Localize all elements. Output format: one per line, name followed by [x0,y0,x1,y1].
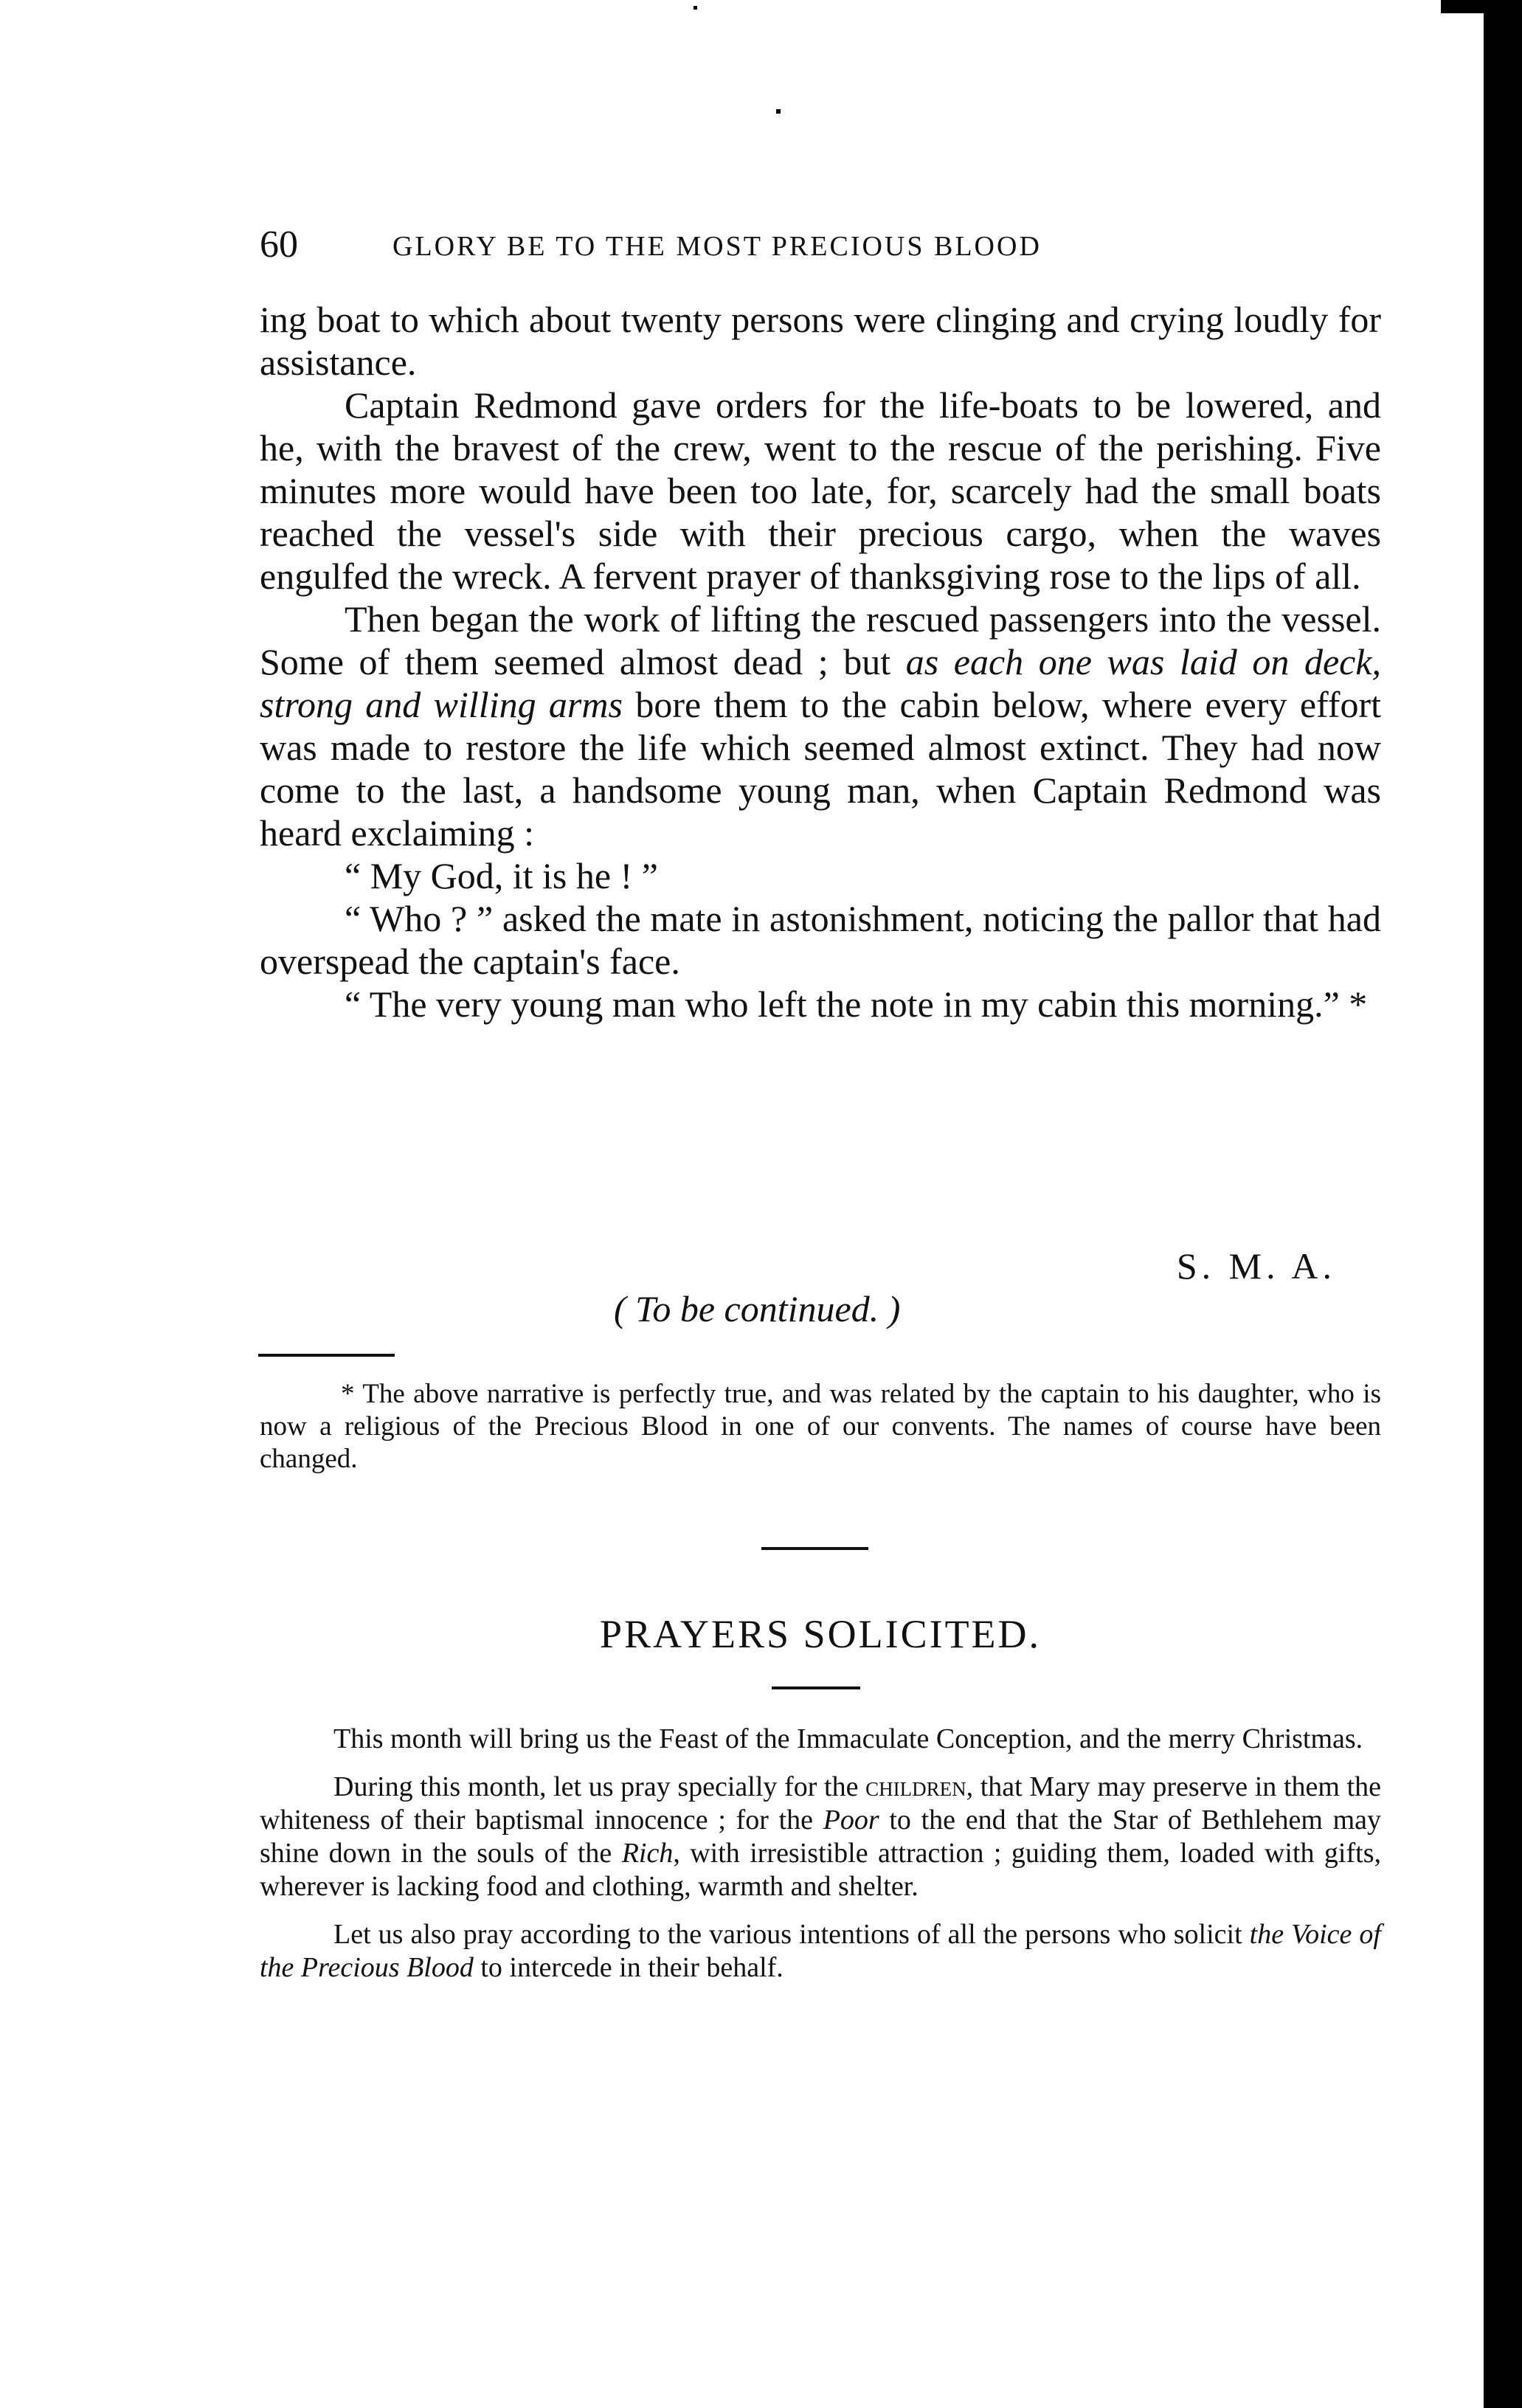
prayers-text-run: During this month, let us pray specially for the [333,1771,859,1802]
prayers-italic-run: Rich [621,1838,674,1869]
prayers-smallcaps-run: children [865,1771,966,1802]
prayers-paragraph: This month will bring us the Feast of the Immaculate Conception, and the merry Christmas. [333,1723,1363,1754]
story-paragraph: Captain Redmond gave orders for the life-boats to be lowered, and he, with the bravest of the crew, went to the rescue of the perishing. Five minutes more would have been too late, for, scarcely had the small boats reached the vessel's side with their precious cargo, when the waves engulfed the wreck. A fervent prayer of thanksgiving rose to the lips of all. [260,384,1381,597]
story-paragraph: “ My God, it is he ! ” [345,855,658,896]
section-divider-top [761,1547,868,1550]
prayers-text-run: , with irresistible attraction ; guiding them, loaded with gifts, wherever is lacking food and clothing, warmth and shelter. [260,1838,1381,1902]
story-italic-run: as each one was laid on deck, strong and willing arms [260,641,1382,725]
to-be-continued: ( To be continued. ) [614,1288,901,1329]
prayers-paragraph [260,1918,1381,1985]
prayers-text [260,1723,1381,1999]
story-paragraph [260,598,1381,854]
prayers-text-run: Let us also pray according to the various intentions of all the persons who solicit [333,1919,1242,1950]
running-head: GLORY BE TO THE MOST PRECIOUS BLOOD [392,231,1042,262]
author-signature: S. M. A. [1176,1245,1336,1287]
section-title: PRAYERS SOLICITED. [599,1612,1042,1656]
scan-speck [693,6,697,10]
story-text [260,298,1381,1025]
page-number: 60 [260,224,298,266]
page-edge-cap [1441,0,1522,13]
prayers-text-run: to the end that the Star of Bethlehem may shine down in the souls of the [260,1805,1381,1869]
prayers-paragraph [260,1771,1381,1903]
prayers-italic-run: the Voice of the Precious Blood [260,1919,1381,1983]
prayers-text-run: , that Mary may preserve in them the whiteness of their baptismal innocence ; for the [260,1771,1381,1836]
prayers-text-run: to intercede in their behalf. [480,1952,784,1983]
story-paragraph: ing boat to which about twenty persons were clinging and crying loudly for assistance. [260,299,1381,383]
story-paragraph: “ Who ? ” asked the mate in astonishment, noticing the pallor that had overspead the captain's face. [260,898,1381,982]
section-divider-bottom [772,1686,860,1689]
story-text-run: Then began the work of lifting the rescued passengers into the vessel. Some of them seemed almost dead ; but [260,598,1381,682]
page-header [260,223,1381,267]
story-paragraph: “ The very young man who left the note in my cabin this morning.” * [345,983,1368,1025]
footnote-text: * The above narrative is perfectly true, and was related by the captain to his daughter, who is now a religious of the Precious Blood in one of our convents. The names of course have been changed. [260,1379,1381,1474]
scan-speck [776,109,781,114]
story-text-run: bore them to the cabin below, where every effort was made to restore the life which seemed almost extinct. They had now come to the last, a handsome young man, when Captain Redmond was heard exclaiming : [260,684,1381,854]
footnote [260,1378,1381,1475]
page-edge-shadow [1484,0,1522,2408]
footnote-rule [258,1354,395,1357]
prayers-italic-run: Poor [823,1805,879,1836]
